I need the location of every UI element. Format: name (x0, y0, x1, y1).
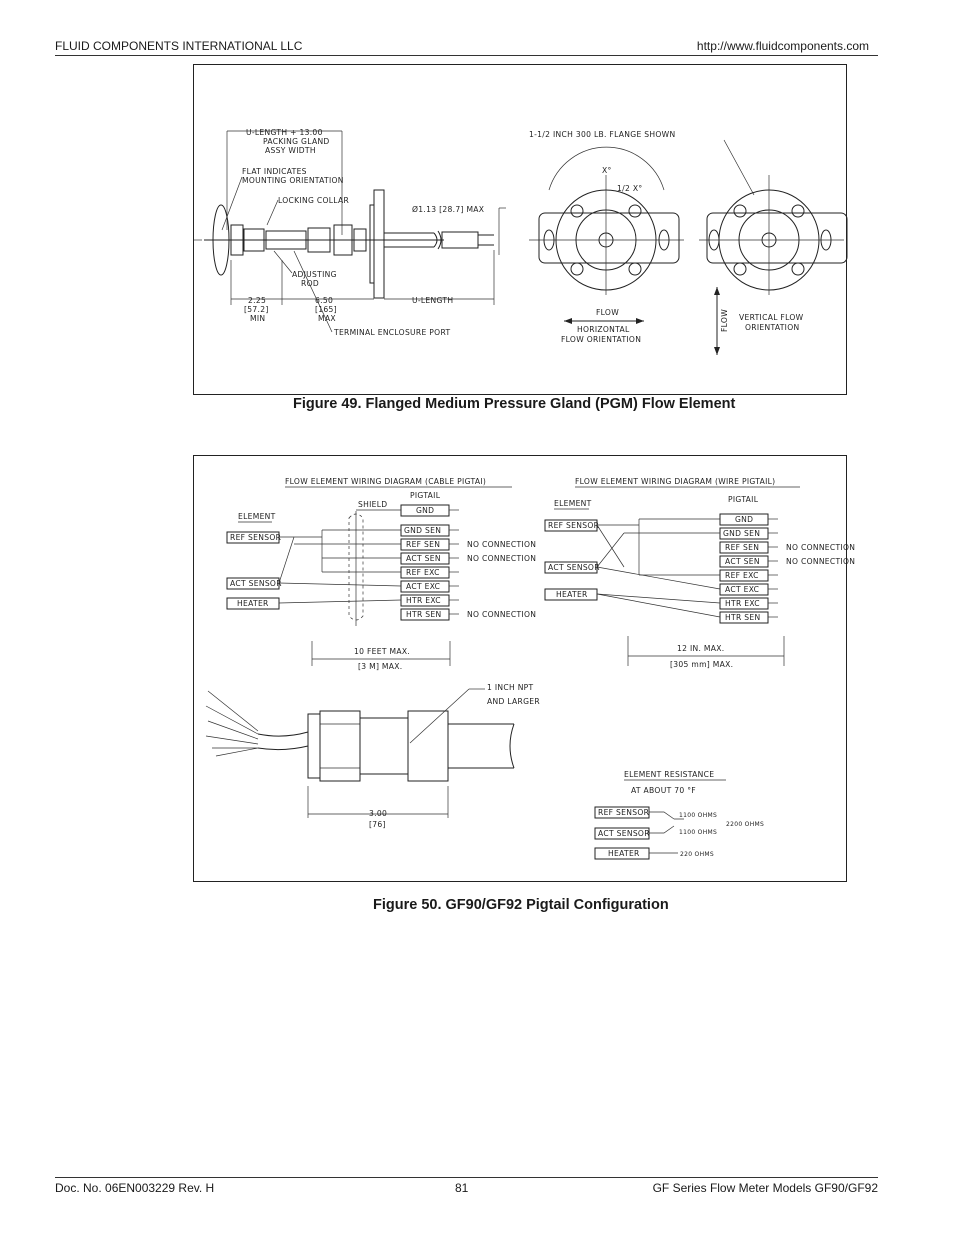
wire-element-label: ELEMENT (554, 499, 592, 508)
cable-length-m: [3 M] MAX. (358, 662, 403, 671)
svg-text:GND SEN: GND SEN (723, 529, 761, 538)
label-flow: FLOW (596, 308, 620, 317)
cable-nc-2: NO CONNECTION (467, 554, 537, 563)
label-flat-indicates: FLAT INDICATES (242, 167, 307, 176)
svg-text:HEATER: HEATER (556, 590, 588, 599)
svg-text:REF SENSOR: REF SENSOR (230, 533, 282, 542)
cable-element-label: ELEMENT (238, 512, 276, 521)
svg-text:ACT EXC: ACT EXC (725, 585, 760, 594)
wire-pigtail-label: PIGTAIL (728, 495, 759, 504)
label-dim-165: [165] (315, 305, 337, 314)
label-u-length-13: U-LENGTH + 13.00 (246, 128, 323, 137)
cable-nc-3: NO CONNECTION (467, 610, 537, 619)
label-dim-300: 3.00 (369, 809, 388, 818)
svg-text:HTR SEN: HTR SEN (725, 613, 761, 622)
cable-diagram-title: FLOW ELEMENT WIRING DIAGRAM (CABLE PIGTAI) (285, 477, 487, 486)
res-2200: 2200 OHMS (726, 821, 765, 828)
label-vertical-flow: VERTICAL FLOW (739, 313, 804, 322)
svg-text:HTR EXC: HTR EXC (725, 599, 760, 608)
footer-doc-no: Doc. No. 06EN003229 Rev. H (55, 1181, 215, 1195)
label-rod: ROD (301, 279, 320, 288)
res-1100-a: 1100 OHMS (679, 812, 718, 819)
svg-text:REF SEN: REF SEN (406, 540, 441, 549)
cable-pigtail-label: PIGTAIL (410, 491, 441, 500)
svg-text:ACT SENSOR: ACT SENSOR (230, 579, 282, 588)
label-locking-collar: LOCKING COLLAR (278, 196, 350, 205)
label-diameter: Ø1.13 [28.7] MAX (412, 205, 485, 214)
header-company: FLUID COMPONENTS INTERNATIONAL LLC (55, 39, 303, 53)
footer-page-number: 81 (455, 1181, 469, 1195)
label-flange-shown: 1-1/2 INCH 300 LB. FLANGE SHOWN (529, 130, 676, 139)
label-dim-225: 2.25 (248, 296, 267, 305)
label-dim-572: [57.2] (244, 305, 269, 314)
figure-50-drawing (193, 455, 856, 882)
svg-text:HTR EXC: HTR EXC (406, 596, 441, 605)
label-adjusting: ADJUSTING (292, 270, 337, 279)
fitting-drawing (206, 691, 514, 781)
label-larger: AND LARGER (487, 697, 540, 706)
label-flow-vertical: FLOW (720, 308, 729, 332)
svg-text:REF EXC: REF EXC (406, 568, 440, 577)
svg-text:GND SEN: GND SEN (404, 526, 442, 535)
svg-text:ACT SENSOR: ACT SENSOR (548, 563, 600, 572)
figure-49-drawing (193, 64, 847, 395)
svg-text:REF SENSOR: REF SENSOR (548, 521, 600, 530)
label-npt: 1 INCH NPT (487, 683, 534, 692)
label-orientation: ORIENTATION (745, 323, 800, 332)
cable-length: 10 FEET MAX. (354, 647, 411, 656)
footer-rule (55, 1177, 878, 1178)
cable-shield-label: SHIELD (358, 500, 388, 509)
svg-text:REF SEN: REF SEN (725, 543, 760, 552)
svg-text:ACT EXC: ACT EXC (406, 582, 441, 591)
svg-text:HEATER: HEATER (237, 599, 269, 608)
header-url[interactable]: http://www.fluidcomponents.com (696, 39, 869, 53)
label-half-x: 1/2 X° (617, 184, 643, 193)
label-max: MAX (318, 314, 336, 323)
label-terminal-port: TERMINAL ENCLOSURE PORT (334, 328, 451, 337)
svg-text:HEATER: HEATER (608, 849, 640, 858)
label-dim-76: [76] (369, 820, 386, 829)
label-assy-width: ASSY WIDTH (265, 146, 316, 155)
label-x-deg: X° (602, 166, 612, 175)
svg-text:ACT SENSOR: ACT SENSOR (598, 829, 650, 838)
footer-series: GF Series Flow Meter Models GF90/GF92 (652, 1181, 878, 1195)
wire-diagram-title: FLOW ELEMENT WIRING DIAGRAM (WIRE PIGTAIL) (575, 477, 776, 486)
svg-text:GND: GND (735, 515, 754, 524)
label-min: MIN (250, 314, 266, 323)
wire-nc-1: NO CONNECTION (786, 543, 856, 552)
label-horizontal: HORIZONTAL (577, 325, 630, 334)
header-rule (55, 55, 878, 56)
wire-length: 12 IN. MAX. (677, 644, 725, 653)
svg-text:GND: GND (416, 506, 435, 515)
svg-text:ACT SEN: ACT SEN (725, 557, 760, 566)
wire-pin-list (720, 514, 768, 623)
label-packing-gland: PACKING GLAND (263, 137, 330, 146)
svg-text:HTR SEN: HTR SEN (406, 610, 442, 619)
label-flow-orientation: FLOW ORIENTATION (561, 335, 642, 344)
cable-nc-1: NO CONNECTION (467, 540, 537, 549)
figure-49-caption: Figure 49. Flanged Medium Pressure Gland (PGM) Flow Element (293, 396, 736, 412)
label-mounting-orientation: MOUNTING ORIENTATION (242, 176, 344, 185)
label-u-length: U-LENGTH (412, 296, 454, 305)
figure-50-caption: Figure 50. GF90/GF92 Pigtail Configuration (373, 897, 669, 913)
svg-text:ACT SEN: ACT SEN (406, 554, 441, 563)
svg-text:REF SENSOR: REF SENSOR (598, 808, 650, 817)
wire-length-mm: [305 mm] MAX. (670, 660, 734, 669)
resistance-temp: AT ABOUT 70 °F (631, 786, 696, 795)
res-220: 220 OHMS (680, 851, 714, 858)
wire-nc-2: NO CONNECTION (786, 557, 856, 566)
res-1100-b: 1100 OHMS (679, 829, 718, 836)
cable-pin-list (401, 505, 449, 620)
resistance-title: ELEMENT RESISTANCE (624, 770, 715, 779)
svg-text:REF EXC: REF EXC (725, 571, 759, 580)
label-dim-650: 6.50 (315, 296, 334, 305)
